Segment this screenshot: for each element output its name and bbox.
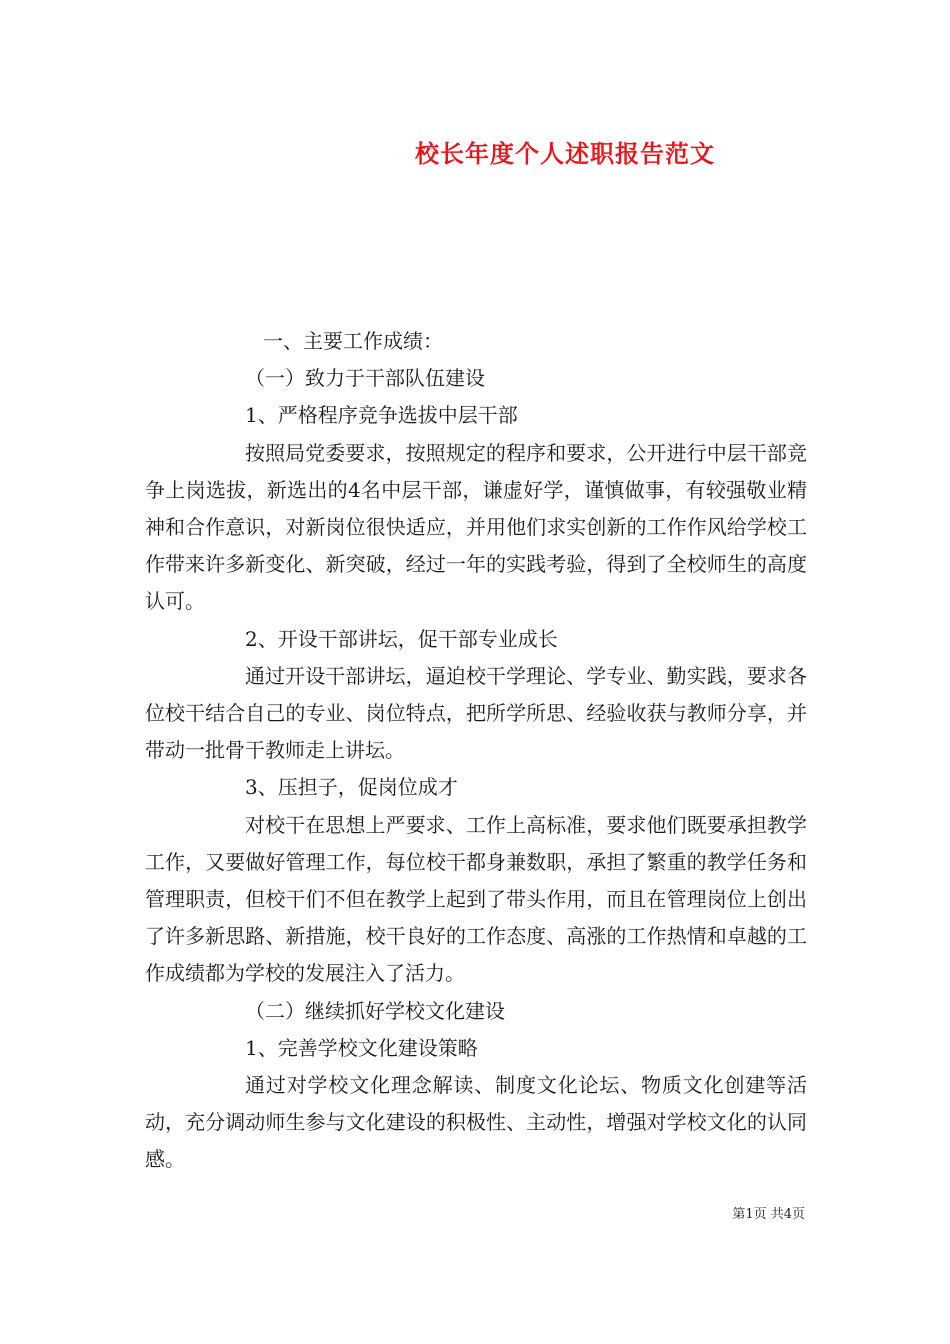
paragraph: 通过开设干部讲坛，逼迫校干学理论、学专业、勤实践，要求各位校干结合自己的专业、岗位特点，把所学所思、经验收获与教师分享，并带动一批骨干教师走上讲坛。: [145, 663, 807, 763]
paragraph: 通过对学校文化理念解读、制度文化论坛、物质文化创建等活动，充分调动师生参与文化建设的积极性、主动性，增强对学校文化的认同感。: [145, 1073, 807, 1172]
paragraph: 对校干在思想上严要求、工作上高标准，要求他们既要承担教学工作，又要做好管理工作，每位校干都身兼数职，承担了繁重的教学任务和管理职责，但校干们不但在教学上起到了带头作用，而且在管理岗位上创出了许多新思路、新措施，校干良好的工作态度、高涨的工作热情和卓越的工作成绩都为学校的发展注入了活力。: [145, 812, 807, 986]
page-number-footer: 第1页 共4页: [732, 1207, 805, 1222]
item-heading: 3、压担子，促岗位成才: [245, 775, 458, 800]
item-heading: 2、开设干部讲坛，促干部专业成长: [245, 626, 558, 651]
item-heading: 1、完善学校文化建设策略: [245, 1035, 478, 1060]
subsection-heading: （二）继续抓好学校文化建设: [245, 998, 505, 1023]
document-body: [145, 323, 807, 1179]
paragraph: 按照局党委要求，按照规定的程序和要求，公开进行中层干部竞争上岗选拔，新选出的4名中层干部，谦虚好学，谨慎做事，有较强敬业精神和合作意识，对新岗位很快适应，并用他们求实创新的工作作风给学校工作带来许多新变化、新突破，经过一年的实践考验，得到了全校师生的高度认可。: [145, 440, 807, 614]
section-heading: 一、主要工作成绩：: [263, 329, 443, 353]
document-title: 校长年度个人述职报告范文: [415, 139, 715, 168]
subsection-heading: （一）致力于干部队伍建设: [245, 366, 485, 391]
item-heading: 1、严格程序竞争选拔中层干部: [245, 403, 518, 428]
